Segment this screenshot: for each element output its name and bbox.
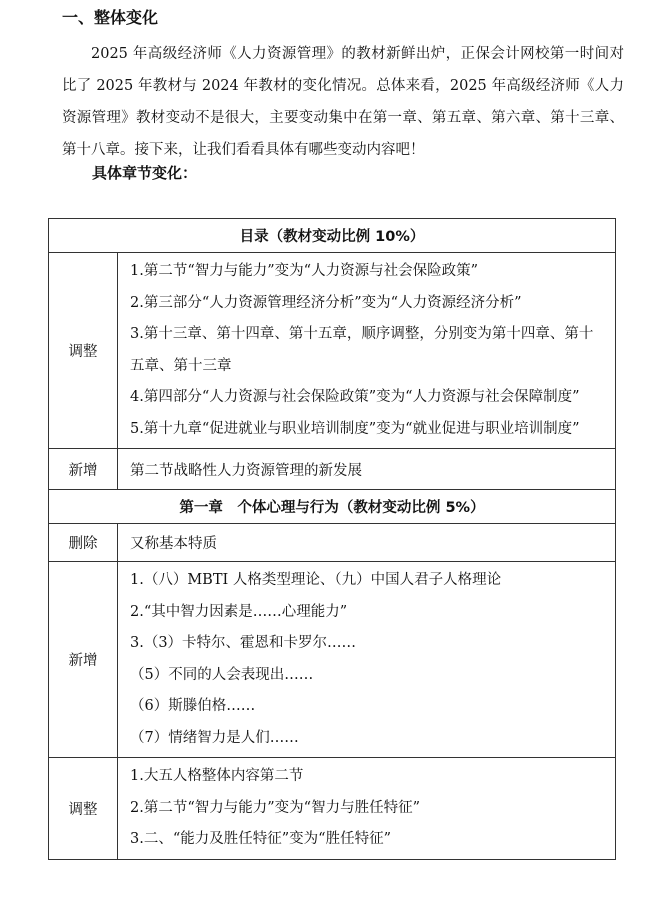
adjust-label: 调整 xyxy=(49,253,118,449)
list-item: 3.（3）卡特尔、霍恩和卡罗尔…… xyxy=(130,635,357,651)
list-item: （5）不同的人会表现出…… xyxy=(130,666,314,683)
catalog-section-title: 目录（教材变动比例 10%） xyxy=(49,219,616,253)
intro-paragraph: 2025 年高级经济师《人力资源管理》的教材新鲜出炉，正保会计网校第一时间对比了 2025 年教材与 2024 年教材的变化情况。总体来看，2025 年高级经济师《人力资源管理》教材变动不是很大，主要变动集中在第一章、第五章、第六章、第十三章、第十八章。接下来，让我们看看具体有哪些变动内容吧！ xyxy=(62,46,624,158)
list-item: 1.（八）MBTI 人格类型理论、（九）中国人君子人格理论 xyxy=(130,572,502,588)
delete-cell: 又称基本特质 xyxy=(118,524,616,562)
section-heading: 一、整体变化 xyxy=(62,8,159,27)
list-item: 3.二、“能力及胜任特征”变为“胜任特征” xyxy=(130,831,391,847)
new2-label: 新增 xyxy=(49,562,118,758)
list-item: 5.第十九章“促进就业与职业培训制度”变为“就业促进与职业培训制度” xyxy=(130,420,580,437)
list-item: （7）情绪智力是人们…… xyxy=(130,729,299,746)
list-item: 2.“其中智力因素是……心理能力” xyxy=(130,603,348,620)
list-item: 2.第二节“智力与能力”变为“智力与胜任特征” xyxy=(130,799,420,816)
list-item: 1.大五人格整体内容第二节 xyxy=(130,768,304,784)
list-item: 3.第十三章、第十四章、第十五章，顺序调整，分别变为第十四章、第十五章、第十三章 xyxy=(130,326,594,374)
list-item: 1.第二节“智力与能力”变为“人力资源与社会保险政策” xyxy=(130,263,478,279)
new2-cell xyxy=(118,562,616,758)
new-label: 新增 xyxy=(49,449,118,490)
list-item: （6）斯滕伯格…… xyxy=(130,698,256,714)
chapter1-section-title: 第一章 个体心理与行为（教材变动比例 5%） xyxy=(49,490,616,524)
list-item: 4.第四部分“人力资源与社会保险政策”变为“人力资源与社会保障制度” xyxy=(130,389,580,405)
list-item: 2.第三部分“人力资源管理经济分析”变为“人力资源经济分析” xyxy=(130,294,522,311)
new-cell: 第二节战略性人力资源管理的新发展 xyxy=(118,449,616,490)
delete-label: 删除 xyxy=(49,524,118,562)
adjust-cell xyxy=(118,253,616,449)
changes-table xyxy=(48,218,616,860)
adjust2-label: 调整 xyxy=(49,758,118,860)
subheading: 具体章节变化： xyxy=(92,164,198,182)
adjust2-cell xyxy=(118,758,616,860)
